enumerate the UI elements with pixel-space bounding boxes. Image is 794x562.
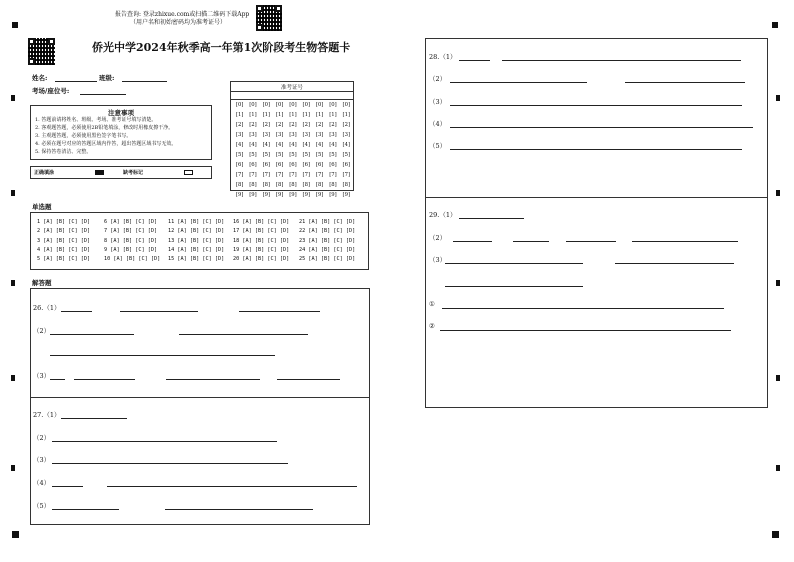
exam-id-digit-bubble[interactable]: [1] (315, 112, 324, 118)
fill-example-box (30, 166, 212, 179)
q28-part1-label: 28.（1） (429, 53, 457, 61)
exam-id-digit-bubble[interactable]: [2] (302, 122, 311, 128)
exam-id-digit-bubble[interactable]: [4] (262, 142, 271, 148)
q29-part2-line[interactable] (513, 241, 549, 242)
exam-id-digit-bubble[interactable]: [6] (315, 162, 324, 168)
mc-question[interactable]: 10 [A] [B] [C] [D] (104, 256, 161, 263)
timing-mark (11, 190, 15, 196)
mc-question[interactable]: 15 [A] [B] [C] [D] (168, 256, 225, 263)
exam-id-digit-bubble[interactable]: [8] (302, 182, 311, 188)
q28-part5-line[interactable] (450, 149, 742, 150)
exam-id-digit-bubble[interactable]: [9] (275, 192, 284, 198)
report-query-line: 报告查询: 登录zhixue.com或扫描二维码下载App (115, 11, 250, 18)
exam-id-digit-bubble[interactable]: [8] (249, 182, 257, 188)
notes-item: 3. 主观题答题，必须使用黑色签字笔书写。 (35, 133, 132, 139)
exam-id-digit-bubble[interactable]: [5] (262, 152, 271, 158)
exam-id-digit-bubble[interactable]: [6] (302, 162, 311, 168)
mc-answer-box (30, 212, 369, 270)
mc-question[interactable]: 12 [A] [B] [C] [D] (168, 228, 225, 235)
exam-id-digit-bubble[interactable]: [3] (289, 132, 297, 138)
notes-title: 注意事项 (108, 109, 134, 117)
exam-id-digit-bubble[interactable]: [9] (249, 192, 257, 198)
exam-id-digit-bubble[interactable]: [7] (329, 172, 337, 178)
exam-id-column[interactable] (314, 100, 325, 198)
mc-question[interactable]: 2 [A] [B] [C] [D] (37, 228, 91, 235)
mc-question[interactable]: 20 [A] [B] [C] [D] (233, 256, 290, 263)
timing-mark (776, 465, 780, 471)
q27-box (30, 397, 370, 525)
timing-mark (12, 22, 18, 28)
q26-part3-line[interactable] (74, 379, 135, 380)
q28-part2-line[interactable] (450, 82, 587, 83)
mc-question[interactable]: 6 [A] [B] [C] [D] (104, 219, 158, 225)
timing-mark (11, 95, 15, 101)
report-query-note: （用户名和初始密码均为准考证号） (130, 19, 227, 26)
q29-part3-label: （3） (429, 256, 447, 264)
exam-id-column[interactable] (301, 100, 312, 198)
exam-id-digit-bubble[interactable]: [2] (342, 122, 351, 128)
name-label: 姓名: (32, 74, 48, 82)
q26-part1-label: 26.（1） (33, 304, 61, 312)
q29-part2-line[interactable] (632, 241, 738, 242)
q27-part2-line[interactable] (52, 441, 277, 442)
exam-id-digit-bubble[interactable]: [5] (235, 152, 244, 158)
exam-id-digit-bubble[interactable]: [7] (235, 172, 244, 178)
timing-mark (11, 465, 15, 471)
timing-mark (772, 22, 778, 28)
q26-part3-line[interactable] (50, 379, 65, 380)
notes-box (30, 105, 212, 160)
exam-id-digit-bubble[interactable]: [8] (289, 182, 297, 188)
exam-id-digit-bubble[interactable]: [5] (275, 152, 284, 158)
mc-question[interactable]: 13 [A] [B] [C] [D] (168, 237, 225, 244)
exam-id-digit-bubble[interactable]: [6] (262, 162, 271, 168)
qr-code-icon (28, 38, 55, 65)
page-title: 侨光中学2024年秋季高一年第1次阶段考生物答题卡 (92, 41, 351, 54)
mc-question[interactable]: 14 [A] [B] [C] [D] (168, 246, 225, 253)
timing-mark (776, 375, 780, 381)
notes-item: 4. 必须在题号对应的答题区域内作答，超出答题区域书写无效。 (35, 141, 177, 147)
mc-question[interactable]: 7 [A] [B] [C] [D] (104, 228, 158, 235)
exam-id-digit-bubble[interactable]: [3] (235, 132, 244, 138)
exam-id-digit-bubble[interactable]: [6] (329, 162, 337, 168)
room-seat-field[interactable] (80, 94, 126, 95)
exam-id-digit-bubble[interactable]: [0] (289, 102, 297, 108)
exam-id-digit-bubble[interactable]: [0] (329, 102, 337, 108)
exam-id-digit-bubble[interactable]: [0] (342, 102, 351, 108)
exam-id-digit-bubble[interactable]: [4] (275, 142, 284, 148)
exam-id-digit-bubble[interactable]: [7] (315, 172, 324, 178)
q28-part3-line[interactable] (450, 105, 742, 106)
timing-mark (772, 531, 779, 538)
exam-id-digit-bubble[interactable]: [0] (275, 102, 284, 108)
exam-id-digit-bubble[interactable]: [5] (302, 152, 311, 158)
exam-id-digit-bubble[interactable]: [3] (315, 132, 324, 138)
exam-id-digit-bubble[interactable]: [0] (315, 102, 324, 108)
exam-id-digit-bubble[interactable]: [9] (329, 192, 337, 198)
mc-question[interactable]: 8 [A] [B] [C] [D] (104, 237, 158, 244)
mc-question[interactable]: 25 [A] [B] [C] [D] (299, 256, 356, 263)
q27-part1-label: 27.（1） (33, 411, 61, 419)
mc-question[interactable]: 1 [A] [B] [C] [D] (37, 219, 91, 225)
exam-id-column[interactable] (327, 100, 338, 198)
exam-id-digit-bubble[interactable]: [6] (289, 162, 297, 168)
exam-id-digit-bubble[interactable]: [1] (275, 112, 284, 118)
exam-id-digit-bubble[interactable]: [1] (289, 112, 297, 118)
exam-id-digit-bubble[interactable]: [7] (262, 172, 271, 178)
mc-question[interactable]: 5 [A] [B] [C] [D] (37, 256, 91, 263)
mc-question[interactable]: 23 [A] [B] [C] [D] (299, 237, 356, 244)
exam-id-digit-bubble[interactable]: [2] (315, 122, 324, 128)
exam-id-digit-bubble[interactable]: [8] (275, 182, 284, 188)
q27-part3-line[interactable] (52, 463, 288, 464)
q28-part1-line[interactable] (502, 60, 741, 61)
mc-section-title: 单选题 (32, 203, 52, 211)
name-field[interactable] (55, 81, 97, 82)
exam-id-digit-bubble[interactable]: [5] (315, 152, 324, 158)
room-seat-label: 考场/座位号: (32, 87, 70, 95)
exam-id-digit-bubble[interactable]: [7] (302, 172, 311, 178)
missing-exam-checkbox[interactable] (184, 170, 193, 175)
q27-part5-line[interactable] (165, 509, 313, 510)
q28-part4-label: （4） (429, 120, 447, 128)
exam-id-digit-bubble[interactable]: [1] (249, 112, 257, 118)
exam-id-column[interactable] (234, 100, 245, 198)
mc-question[interactable]: 3 [A] [B] [C] [D] (37, 237, 91, 244)
q29-item2-label: ② (429, 322, 435, 330)
exam-id-column[interactable] (274, 100, 285, 198)
exam-id-digit-bubble[interactable]: [1] (235, 112, 244, 118)
q29-part1-label: 29.（1） (429, 211, 457, 219)
timing-mark (776, 280, 780, 286)
q26-box (30, 288, 370, 398)
exam-id-column[interactable] (341, 100, 352, 198)
exam-id-digit-bubble[interactable]: [9] (315, 192, 324, 198)
exam-id-digit-bubble[interactable]: [8] (262, 182, 271, 188)
timing-mark (11, 280, 15, 286)
mc-question[interactable]: 16 [A] [B] [C] [D] (233, 219, 290, 225)
exam-id-column[interactable] (261, 100, 272, 198)
exam-id-digit-bubble[interactable]: [9] (262, 192, 271, 198)
exam-id-digit-bubble[interactable]: [1] (342, 112, 351, 118)
exam-id-label: 准考证号 (280, 85, 303, 91)
exam-id-digit-bubble[interactable]: [9] (342, 192, 351, 198)
q29-item2-line[interactable] (440, 330, 731, 331)
exam-id-digit-bubble[interactable]: [1] (262, 112, 271, 118)
exam-id-digit-bubble[interactable]: [9] (289, 192, 297, 198)
exam-id-digit-bubble[interactable]: [1] (302, 112, 311, 118)
q27-part1-line[interactable] (61, 418, 127, 419)
q26-part3-line[interactable] (277, 379, 340, 380)
exam-id-digit-bubble[interactable]: [9] (302, 192, 311, 198)
q27-part5-line[interactable] (52, 509, 119, 510)
q26-part1-line[interactable] (239, 311, 320, 312)
mc-question[interactable]: 24 [A] [B] [C] [D] (299, 246, 356, 253)
exam-id-digit-bubble[interactable]: [2] (262, 122, 271, 128)
exam-id-digit-bubble[interactable]: [4] (235, 142, 244, 148)
timing-mark (11, 375, 15, 381)
exam-id-digit-bubble[interactable]: [3] (302, 132, 311, 138)
exam-id-digit-bubble[interactable]: [7] (275, 172, 284, 178)
q28-part2-line[interactable] (625, 82, 745, 83)
exam-id-digit-bubble[interactable]: [2] (329, 122, 337, 128)
exam-id-digit-bubble[interactable]: [4] (342, 142, 351, 148)
exam-id-digit-bubble[interactable]: [7] (342, 172, 351, 178)
exam-id-digit-bubble[interactable]: [4] (289, 142, 297, 148)
timing-mark (776, 190, 780, 196)
exam-id-digit-bubble[interactable]: [6] (235, 162, 244, 168)
q26-part2-line[interactable] (50, 334, 134, 335)
q26-part1-line[interactable] (120, 311, 198, 312)
exam-id-digit-bubble[interactable]: [5] (329, 152, 337, 158)
q26-part2-line[interactable] (179, 334, 308, 335)
q29-part3-line[interactable] (445, 263, 583, 264)
notes-item: 2. 客观题答题，必须使用2B铅笔填涂，修改时用橡皮擦干净。 (35, 125, 174, 131)
exam-id-digit-bubble[interactable]: [6] (249, 162, 257, 168)
notes-item: 1. 答题前请将姓名、班级、考场、准考证号填写清楚。 (35, 117, 157, 123)
q28-part1-line[interactable] (459, 60, 490, 61)
exam-id-digit-bubble[interactable]: [0] (249, 102, 257, 108)
exam-id-column[interactable] (247, 100, 258, 198)
q26-part3-label: （3） (33, 372, 51, 380)
exam-id-digit-bubble[interactable]: [8] (315, 182, 324, 188)
exam-id-digit-bubble[interactable]: [3] (262, 132, 271, 138)
mc-question[interactable]: 9 [A] [B] [C] [D] (104, 246, 158, 253)
q29-part3-line[interactable] (615, 263, 734, 264)
timing-mark (776, 95, 780, 101)
exam-id-digit-bubble[interactable]: [5] (249, 152, 257, 158)
exam-id-digit-bubble[interactable]: [0] (262, 102, 271, 108)
notes-item: 5. 保持答卷清洁、完整。 (35, 149, 92, 155)
q26-part2-label: （2） (33, 327, 51, 335)
exam-id-digit-bubble[interactable]: [0] (302, 102, 311, 108)
exam-id-digit-bubble[interactable]: [8] (329, 182, 337, 188)
exam-id-digit-bubble[interactable]: [6] (275, 162, 284, 168)
q29-part3-line[interactable] (445, 286, 583, 287)
mc-question[interactable]: 21 [A] [B] [C] [D] (299, 219, 356, 225)
class-field[interactable] (122, 81, 167, 82)
q27-part4-line[interactable] (107, 486, 357, 487)
exam-id-digit-bubble[interactable]: [3] (342, 132, 351, 138)
exam-id-digit-bubble[interactable]: [3] (329, 132, 337, 138)
q26-part1-line[interactable] (61, 311, 92, 312)
exam-id-digit-bubble[interactable]: [7] (289, 172, 297, 178)
q29-part1-line[interactable] (459, 218, 524, 219)
q28-part2-label: （2） (429, 75, 447, 83)
exam-id-digit-bubble[interactable]: [5] (342, 152, 351, 158)
exam-id-digit-bubble[interactable]: [4] (249, 142, 257, 148)
exam-id-digit-bubble[interactable]: [9] (235, 192, 244, 198)
mc-question[interactable]: 18 [A] [B] [C] [D] (233, 237, 290, 244)
q28-part5-label: （5） (429, 142, 447, 150)
exam-id-digit-bubble[interactable]: [5] (289, 152, 297, 158)
exam-id-digit-bubble[interactable]: [4] (315, 142, 324, 148)
exam-id-box (230, 81, 354, 198)
exam-id-digit-bubble[interactable]: [4] (329, 142, 337, 148)
mc-question[interactable]: 17 [A] [B] [C] [D] (233, 228, 290, 235)
q29-part2-label: （2） (429, 234, 447, 242)
q27-part5-label: （5） (33, 502, 51, 510)
missing-exam-label: 缺考标记 (123, 170, 144, 176)
mc-question[interactable]: 19 [A] [B] [C] [D] (233, 246, 290, 253)
exam-id-digit-bubble[interactable]: [0] (235, 102, 244, 108)
q28-part3-label: （3） (429, 98, 447, 106)
qr-code-icon (256, 5, 282, 31)
q29-item1-label: ① (429, 300, 435, 308)
exam-id-digit-bubble[interactable]: [8] (342, 182, 351, 188)
exam-id-digit-bubble[interactable]: [6] (342, 162, 351, 168)
essay-section-title: 解答题 (32, 279, 52, 287)
exam-id-column[interactable] (287, 100, 298, 198)
mc-question[interactable]: 11 [A] [B] [C] [D] (168, 219, 225, 225)
q27-part3-label: （3） (33, 456, 51, 464)
q28-part4-line[interactable] (450, 127, 753, 128)
correct-fill-sample (95, 170, 104, 175)
exam-id-digit-bubble[interactable]: [8] (235, 182, 244, 188)
exam-id-digit-bubble[interactable]: [1] (329, 112, 337, 118)
q29-part2-line[interactable] (566, 241, 616, 242)
correct-fill-label: 正确填涂 (34, 170, 55, 176)
exam-id-digit-bubble[interactable]: [7] (249, 172, 257, 178)
mc-question[interactable]: 22 [A] [B] [C] [D] (299, 228, 356, 235)
timing-mark (12, 531, 19, 538)
mc-question[interactable]: 4 [A] [B] [C] [D] (37, 246, 91, 253)
exam-id-digit-bubble[interactable]: [2] (235, 122, 244, 128)
q26-part3-line[interactable] (166, 379, 260, 380)
q26-part2-line[interactable] (50, 355, 275, 356)
exam-id-digit-bubble[interactable]: [3] (249, 132, 257, 138)
q29-box (425, 197, 768, 408)
exam-id-digit-bubble[interactable]: [2] (289, 122, 297, 128)
exam-id-digit-grid[interactable] (234, 100, 352, 198)
exam-id-digit-bubble[interactable]: [4] (302, 142, 311, 148)
exam-id-digit-bubble[interactable]: [3] (275, 132, 284, 138)
exam-id-digit-bubble[interactable]: [2] (249, 122, 257, 128)
q29-item1-line[interactable] (442, 308, 724, 309)
q28-box (425, 38, 768, 198)
q27-part4-line[interactable] (52, 486, 83, 487)
q29-part2-line[interactable] (453, 241, 492, 242)
exam-id-digit-bubble[interactable]: [2] (275, 122, 284, 128)
class-label: 班级: (99, 74, 115, 82)
q27-part4-label: （4） (33, 479, 51, 487)
q27-part2-label: （2） (33, 434, 51, 442)
